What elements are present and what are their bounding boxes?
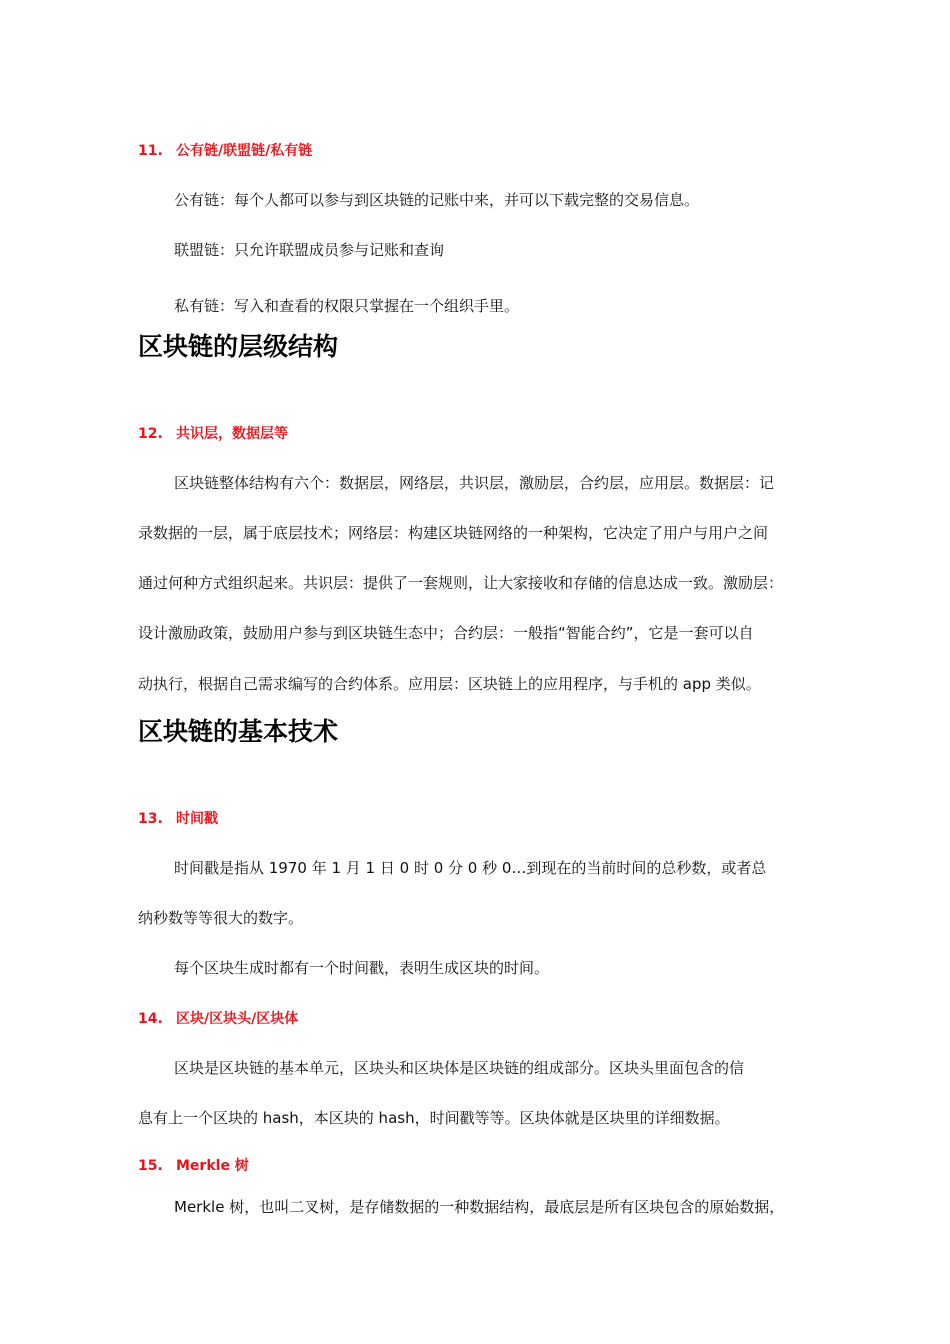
paragraph-line: 设计激励政策，鼓励用户参与到区块链生态中；合约层：一般指“智能合约”，它是一套可以自	[138, 624, 754, 642]
paragraph-line: 区块链整体结构有六个：数据层，网络层，共识层，激励层，合约层，应用层。数据层：记	[174, 474, 775, 492]
section-title: 时间戳	[176, 811, 218, 827]
section-14-heading	[138, 1008, 298, 1028]
paragraph-line: 息有上一个区块的 hash，本区块的 hash，时间戳等等。区块体就是区块里的详细数据。	[138, 1109, 730, 1127]
chapter-heading-tech: 区块链的基本技术	[138, 717, 339, 746]
section-12-heading	[138, 423, 288, 443]
section-15-heading	[138, 1155, 249, 1175]
section-title: 区块/区块头/区块体	[176, 1011, 299, 1027]
section-number: 15.	[138, 1158, 163, 1174]
chapter-heading-layers: 区块链的层级结构	[138, 332, 339, 361]
paragraph-line: 公有链：每个人都可以参与到区块链的记账中来，并可以下载完整的交易信息。	[174, 191, 700, 209]
section-number: 14.	[138, 1011, 163, 1027]
paragraph-line: 时间戳是指从 1970 年 1 月 1 日 0 时 0 分 0 秒 0…到现在的当前时间的总秒数，或者总	[174, 859, 767, 877]
section-number: 11.	[138, 143, 163, 159]
section-13-heading	[138, 808, 218, 828]
section-title: Merkle 树	[176, 1158, 249, 1174]
paragraph-line: 联盟链：只允许联盟成员参与记账和查询	[174, 241, 445, 259]
paragraph-line: 区块是区块链的基本单元，区块头和区块体是区块链的组成部分。区块头里面包含的信	[174, 1059, 745, 1077]
paragraph-line: 通过何种方式组织起来。共识层：提供了一套规则，让大家接收和存储的信息达成一致。激励层：	[138, 574, 784, 592]
paragraph-line: 每个区块生成时都有一个时间戳，表明生成区块的时间。	[174, 959, 550, 977]
section-number: 13.	[138, 811, 163, 827]
paragraph-line: 私有链：写入和查看的权限只掌握在一个组织手里。	[174, 297, 520, 315]
paragraph-line: Merkle 树，也叫二叉树，是存储数据的一种数据结构，最底层是所有区块包含的原始数据，	[174, 1198, 785, 1216]
section-11-heading	[138, 140, 312, 160]
paragraph-line: 录数据的一层，属于底层技术；网络层：构建区块链网络的一种架构，它决定了用户与用户之间	[138, 524, 769, 542]
paragraph-line: 纳秒数等等很大的数字。	[138, 909, 304, 927]
section-title: 公有链/联盟链/私有链	[176, 143, 313, 159]
paragraph-line: 动执行，根据自己需求编写的合约体系。应用层：区块链上的应用程序，与手机的 app 类似。	[138, 675, 761, 693]
section-number: 12.	[138, 426, 163, 442]
section-title: 共识层，数据层等	[176, 426, 288, 442]
